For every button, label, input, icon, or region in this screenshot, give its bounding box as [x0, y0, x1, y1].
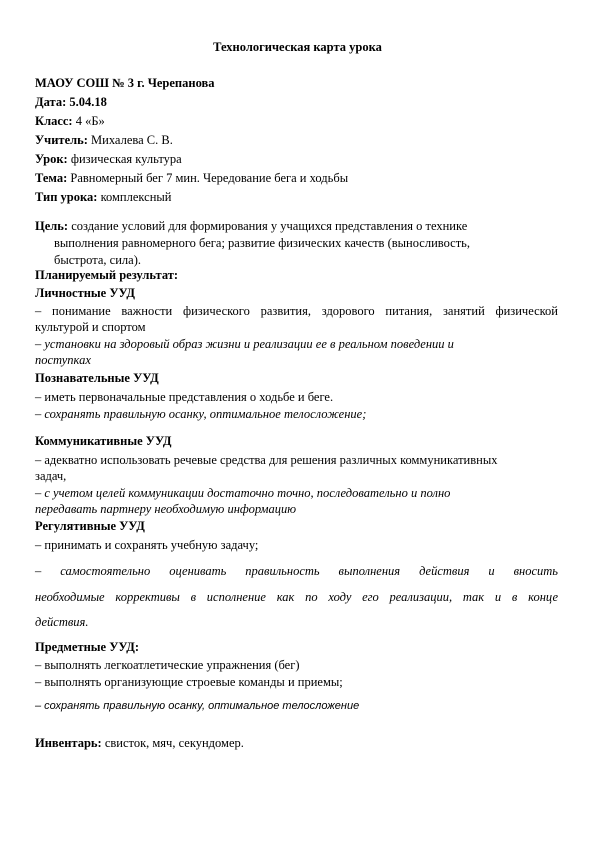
personal-item-2-line-1: – установки на здоровый образ жизни и реализации ее в реальном поведении и [35, 337, 454, 351]
cognitive-item-1: – иметь первоначальные представления о ходьбе и беге. [35, 390, 334, 404]
topic-line [35, 171, 348, 186]
teacher-label: Учитель: [35, 133, 88, 147]
lesson-type-value: комплексный [100, 190, 172, 204]
goal-label: Цель: [35, 219, 69, 233]
communicative-item-1-line-1: – адекватно использовать речевые средства для решения различных коммуникативных [35, 453, 498, 467]
lesson-line [35, 152, 182, 167]
class-line [35, 114, 105, 129]
communicative-item-1-line-2: задач, [35, 469, 67, 483]
planned-result-heading: Планируемый результат: [35, 268, 179, 282]
regulatory-item-2-line-1: – самостоятельно оценивать правильность выполнения действия и вносить [35, 564, 558, 578]
goal-text-1: создание условий для формирования у учащихся представления о технике [71, 219, 468, 233]
date-line [35, 95, 107, 110]
inventory-label: Инвентарь: [35, 736, 102, 750]
personal-heading: Личностные УУД [35, 286, 136, 300]
personal-item-1-line-1: – понимание важности физического развития, здорового питания, занятий физической [35, 304, 558, 318]
subject-heading: Предметные УУД: [35, 640, 140, 654]
class-value: 4 «Б» [75, 114, 105, 128]
lesson-type-label: Тип урока: [35, 190, 98, 204]
lesson-label: Урок: [35, 152, 68, 166]
regulatory-item-2-line-3: действия. [35, 615, 89, 629]
cognitive-item-2: – сохранять правильную осанку, оптимальное телосложение; [35, 407, 367, 421]
topic-label: Тема: [35, 171, 68, 185]
teacher-value: Михалева С. В. [91, 133, 173, 147]
regulatory-item-2-line-2: необходимые коррективы в исполнение как по ходу его реализации, так и в конце [35, 590, 558, 604]
goal-line-2: выполнения равномерного бега; развитие физических качеств (выносливость, [54, 236, 470, 250]
subject-item-1: – выполнять легкоатлетические упражнения (бег) [35, 658, 300, 672]
inventory-line [35, 736, 244, 751]
teacher-line [35, 133, 173, 148]
school-name: МАОУ СОШ № 3 г. Черепанова [35, 76, 215, 90]
lesson-value: физическая культура [70, 152, 182, 166]
regulatory-heading: Регулятивные УУД [35, 519, 145, 533]
document-title: Технологическая карта урока [213, 40, 382, 54]
communicative-heading: Коммуникативные УУД [35, 434, 172, 448]
topic-value: Равномерный бег 7 мин. Чередование бега и ходьбы [70, 171, 349, 185]
personal-item-1-line-2: культурой и спортом [35, 320, 146, 334]
regulatory-item-1: – принимать и сохранять учебную задачу; [35, 538, 259, 552]
cognitive-heading: Познавательные УУД [35, 371, 159, 385]
date-label: Дата: [35, 95, 67, 109]
goal-line-3: быстрота, сила). [54, 253, 141, 267]
class-label: Класс: [35, 114, 73, 128]
subject-item-3: – сохранять правильную осанку, оптимальное телосложение [35, 700, 360, 712]
date-value: 5.04.18 [69, 95, 107, 109]
communicative-item-2-line-2: передавать партнеру необходимую информацию [35, 502, 297, 516]
inventory-value: свисток, мяч, секундомер. [104, 736, 244, 750]
subject-item-2: – выполнять организующие строевые команды и приемы; [35, 675, 343, 689]
personal-item-2-line-2: поступках [35, 353, 91, 367]
communicative-item-2-line-1: – с учетом целей коммуникации достаточно точно, последовательно и полно [35, 486, 451, 500]
goal-line-1 [35, 219, 467, 234]
lesson-type-line [35, 190, 172, 205]
